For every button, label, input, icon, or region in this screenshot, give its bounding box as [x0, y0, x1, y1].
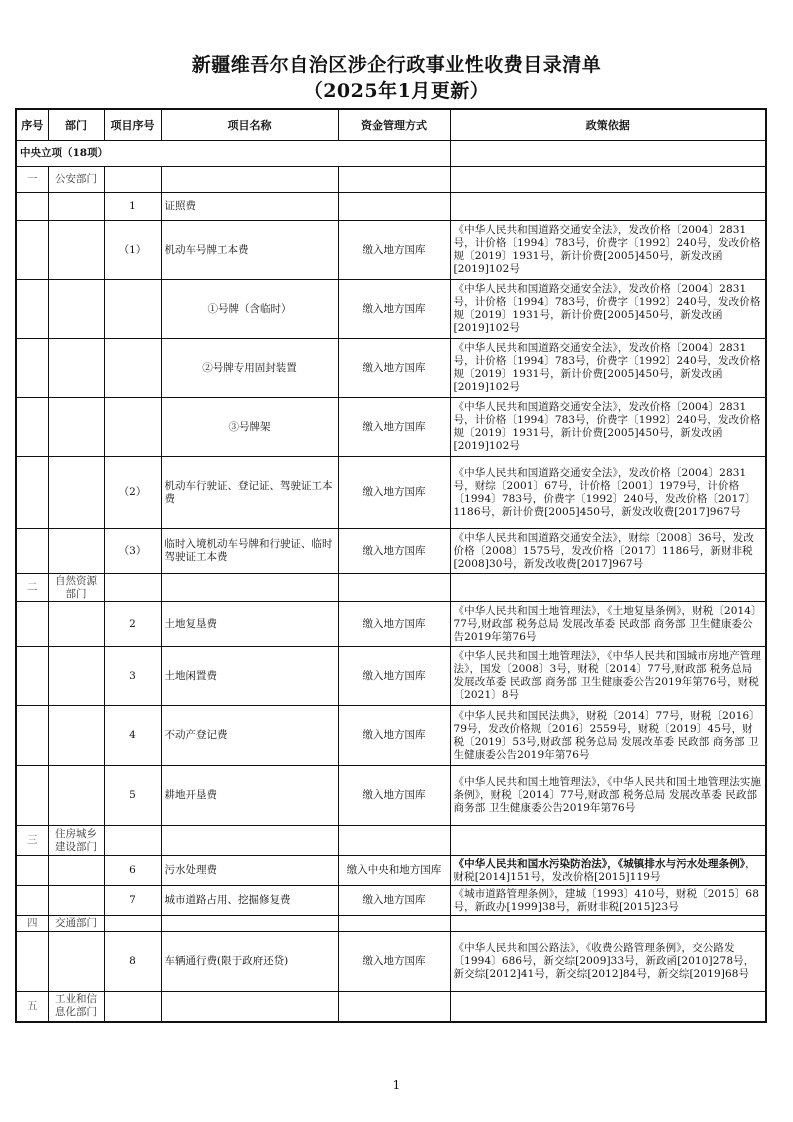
empty-cell [16, 221, 48, 280]
empty-cell [16, 398, 48, 457]
item-name: ②号牌专用固封装置 [161, 339, 338, 398]
policy-basis: 《中华人民共和国土地管理法》，《土地复垦条例》，财税〔2014〕77号,财政部 税务总局 发展改革委 民政部 商务部 卫生健康委公告2019年第76号 [450, 602, 766, 647]
policy-basis: 《中华人民共和国道路交通安全法》，发改价格〔2004〕2831号，计价格〔1994〕783号，价费字〔1992〕240号，发改价格规〔2019〕1931号，新计价费[2005]450号，新发改函[2019]102号 [450, 398, 766, 457]
fund-mgmt: 缴入地方国库 [338, 932, 450, 992]
item-name: 污水处理费 [161, 856, 338, 886]
item-name: 城市道路占用、挖掘修复费 [161, 886, 338, 916]
empty-cell [48, 886, 104, 916]
empty-cell [450, 167, 766, 193]
table-row [16, 398, 766, 457]
item-name: 耕地开垦费 [161, 766, 338, 826]
fund-mgmt: 缴入中央和地方国库 [338, 856, 450, 886]
dept-row [16, 916, 766, 932]
empty-cell [16, 706, 48, 766]
dept-row [16, 992, 766, 1022]
table-row [16, 766, 766, 826]
section-row [16, 141, 766, 167]
dept-seq: 一 [16, 167, 48, 193]
fund-mgmt: 缴入地方国库 [338, 529, 450, 574]
dept-row [16, 826, 766, 856]
empty-cell [104, 826, 161, 856]
empty-cell [48, 766, 104, 826]
empty-cell [450, 992, 766, 1022]
empty-cell [48, 856, 104, 886]
empty-cell [104, 167, 161, 193]
empty-cell [48, 706, 104, 766]
header-fund-mgmt: 资金管理方式 [338, 109, 450, 141]
empty-cell [16, 280, 48, 339]
policy-basis: 《城市道路管理条例》，建城〔1993〕410号，财税〔2015〕68号，新政办[1999]38号，新财非税[2015]23号 [450, 886, 766, 916]
policy-basis-bold: 《中华人民共和国水污染防治法》，《城镇排水与污水处理条例》 [453, 857, 746, 870]
empty-cell [450, 826, 766, 856]
dept-row [16, 574, 766, 602]
item-name: 机动车号牌工本费 [161, 221, 338, 280]
fund-mgmt: 缴入地方国库 [338, 457, 450, 529]
item-name: 机动车行驶证、登记证、驾驶证工本费 [161, 457, 338, 529]
item-name: 临时入境机动车号牌和行驶证、临时驾驶证工本费 [161, 529, 338, 574]
dept-name: 公安部门 [48, 167, 104, 193]
fund-mgmt: 缴入地方国库 [338, 339, 450, 398]
fund-mgmt: 缴入地方国库 [338, 280, 450, 339]
empty-cell [161, 916, 338, 932]
fund-mgmt: 缴入地方国库 [338, 398, 450, 457]
table-row [16, 706, 766, 766]
item-name: ③号牌架 [161, 398, 338, 457]
policy-basis-rest: ，财税[2014]151号，发改价格[2015]119号 [453, 857, 756, 883]
header-item-no: 项目序号 [104, 109, 161, 141]
empty-cell [48, 932, 104, 992]
document-title [0, 52, 793, 104]
fund-mgmt [338, 193, 450, 221]
dept-name: 交通部门 [48, 916, 104, 932]
item-no [104, 339, 161, 398]
table-row [16, 932, 766, 992]
fund-mgmt: 缴入地方国库 [338, 766, 450, 826]
item-no [104, 280, 161, 339]
table-row [16, 193, 766, 221]
empty-cell [104, 916, 161, 932]
item-no: 3 [104, 647, 161, 706]
fee-catalog-table [15, 108, 767, 1023]
policy-basis: 《中华人民共和国民法典》，财税〔2014〕77号，财税〔2016〕79号，发改价格规〔2016〕2559号，财税〔2019〕45号，财税〔2019〕53号,财政部 税务总局 发展改革委 民政部 商务部 卫生健康委公告2019年第76号 [450, 706, 766, 766]
empty-cell [48, 602, 104, 647]
item-no: 4 [104, 706, 161, 766]
dept-name: 住房城乡建设部门 [48, 826, 104, 856]
empty-cell [16, 193, 48, 221]
item-name: 证照费 [161, 193, 338, 221]
policy-basis: 《中华人民共和国公路法》，《收费公路管理条例》，交公路发〔1994〕686号，新交综[2009]33号，新政函[2010]278号，新交综[2012]41号，新交综[2012]84号，新交综[2019]68号 [450, 932, 766, 992]
table-row [16, 856, 766, 886]
page-number: 1 [392, 1078, 401, 1092]
table-row [16, 457, 766, 529]
fund-mgmt: 缴入地方国库 [338, 886, 450, 916]
empty-cell [161, 574, 338, 602]
policy-basis: 《中华人民共和国道路交通安全法》，财综〔2008〕36号，发改价格〔2008〕1575号，发改价格〔2017〕1186号，新财非税[2008]30号，新发改收费[2017]967号 [450, 529, 766, 574]
empty-cell [16, 647, 48, 706]
empty-cell [338, 574, 450, 602]
empty-cell [338, 992, 450, 1022]
policy-basis [450, 193, 766, 221]
item-name: 车辆通行费(限于政府还贷) [161, 932, 338, 992]
table-row [16, 221, 766, 280]
dept-name: 工业和信息化部门 [48, 992, 104, 1022]
item-no: 2 [104, 602, 161, 647]
empty-cell [450, 574, 766, 602]
item-no: 5 [104, 766, 161, 826]
empty-cell [48, 457, 104, 529]
empty-cell [16, 602, 48, 647]
empty-cell [161, 992, 338, 1022]
empty-cell [48, 193, 104, 221]
empty-cell [161, 167, 338, 193]
empty-cell [16, 529, 48, 574]
empty-cell [48, 339, 104, 398]
empty-cell [450, 916, 766, 932]
fund-mgmt: 缴入地方国库 [338, 602, 450, 647]
item-name: 土地复垦费 [161, 602, 338, 647]
table-row [16, 529, 766, 574]
item-name: 土地闲置费 [161, 647, 338, 706]
fund-mgmt: 缴入地方国库 [338, 647, 450, 706]
policy-basis [450, 856, 766, 886]
fund-mgmt: 缴入地方国库 [338, 221, 450, 280]
item-name: ①号牌（含临时） [161, 280, 338, 339]
empty-cell [48, 647, 104, 706]
policy-basis: 《中华人民共和国土地管理法》，《中华人民共和国土地管理法实施条例》，财税〔2014〕77号,财政部 税务总局 发展改革委 民政部 商务部 卫生健康委公告2019年第76号 [450, 766, 766, 826]
policy-basis: 《中华人民共和国道路交通安全法》，发改价格〔2004〕2831号，计价格〔1994〕783号，价费字〔1992〕240号，发改价格规〔2019〕1931号，新计价费[2005]450号，新发改函[2019]102号 [450, 221, 766, 280]
section-label: 中央立项（18项） [16, 141, 450, 167]
empty-cell [338, 916, 450, 932]
table-row [16, 280, 766, 339]
empty-cell [338, 826, 450, 856]
empty-cell [48, 280, 104, 339]
item-no: 1 [104, 193, 161, 221]
section-policy-cell [450, 141, 766, 167]
empty-cell [16, 932, 48, 992]
fund-mgmt: 缴入地方国库 [338, 706, 450, 766]
empty-cell [16, 339, 48, 398]
header-policy-basis: 政策依据 [450, 109, 766, 141]
item-no [104, 398, 161, 457]
empty-cell [104, 992, 161, 1022]
empty-cell [48, 529, 104, 574]
empty-cell [16, 856, 48, 886]
item-no: （3） [104, 529, 161, 574]
header-dept: 部门 [48, 109, 104, 141]
table-row [16, 339, 766, 398]
title-line-1: 新疆维吾尔自治区涉企行政事业性收费目录清单 [191, 54, 602, 76]
policy-basis: 《中华人民共和国土地管理法》，《中华人民共和国城市房地产管理法》，国发〔2008〕3号，财税〔2014〕77号,财政部 税务总局 发展改革委 民政部 商务部 卫生健康委公告2019年第76号，财税〔2021〕8号 [450, 647, 766, 706]
policy-basis: 《中华人民共和国道路交通安全法》，发改价格〔2004〕2831号，计价格〔1994〕783号，价费字〔1992〕240号，发改价格规〔2019〕1931号，新计价费[2005]450号，新发改函[2019]102号 [450, 339, 766, 398]
dept-seq: 五 [16, 992, 48, 1022]
header-item-name: 项目名称 [161, 109, 338, 141]
title-line-2: （2025年1月更新） [303, 80, 490, 102]
policy-basis: 《中华人民共和国道路交通安全法》，发改价格〔2004〕2831号，财综〔2001〕67号，计价格〔2001〕1979号，计价格〔1994〕783号，价费字〔1992〕240号，发改价格〔2017〕1186号，新计价费[2005]450号，新发改收费[2017]967号 [450, 457, 766, 529]
policy-basis: 《中华人民共和国道路交通安全法》，发改价格〔2004〕2831号，计价格〔1994〕783号，价费字〔1992〕240号，发改价格规〔2019〕1931号，新计价费[2005]450号，新发改函[2019]102号 [450, 280, 766, 339]
item-no: （2） [104, 457, 161, 529]
table-header-row [16, 109, 766, 141]
empty-cell [48, 398, 104, 457]
empty-cell [161, 826, 338, 856]
empty-cell [16, 886, 48, 916]
empty-cell [16, 457, 48, 529]
dept-seq: 四 [16, 916, 48, 932]
item-no: 8 [104, 932, 161, 992]
item-no: 6 [104, 856, 161, 886]
table-row [16, 647, 766, 706]
item-name: 不动产登记费 [161, 706, 338, 766]
dept-name: 自然资源部门 [48, 574, 104, 602]
dept-row [16, 167, 766, 193]
table-row [16, 886, 766, 916]
item-no: 7 [104, 886, 161, 916]
empty-cell [48, 221, 104, 280]
dept-seq: 三 [16, 826, 48, 856]
empty-cell [16, 766, 48, 826]
empty-cell [104, 574, 161, 602]
item-no: （1） [104, 221, 161, 280]
table-row [16, 602, 766, 647]
dept-seq: 二 [16, 574, 48, 602]
header-seq: 序号 [16, 109, 48, 141]
empty-cell [338, 167, 450, 193]
